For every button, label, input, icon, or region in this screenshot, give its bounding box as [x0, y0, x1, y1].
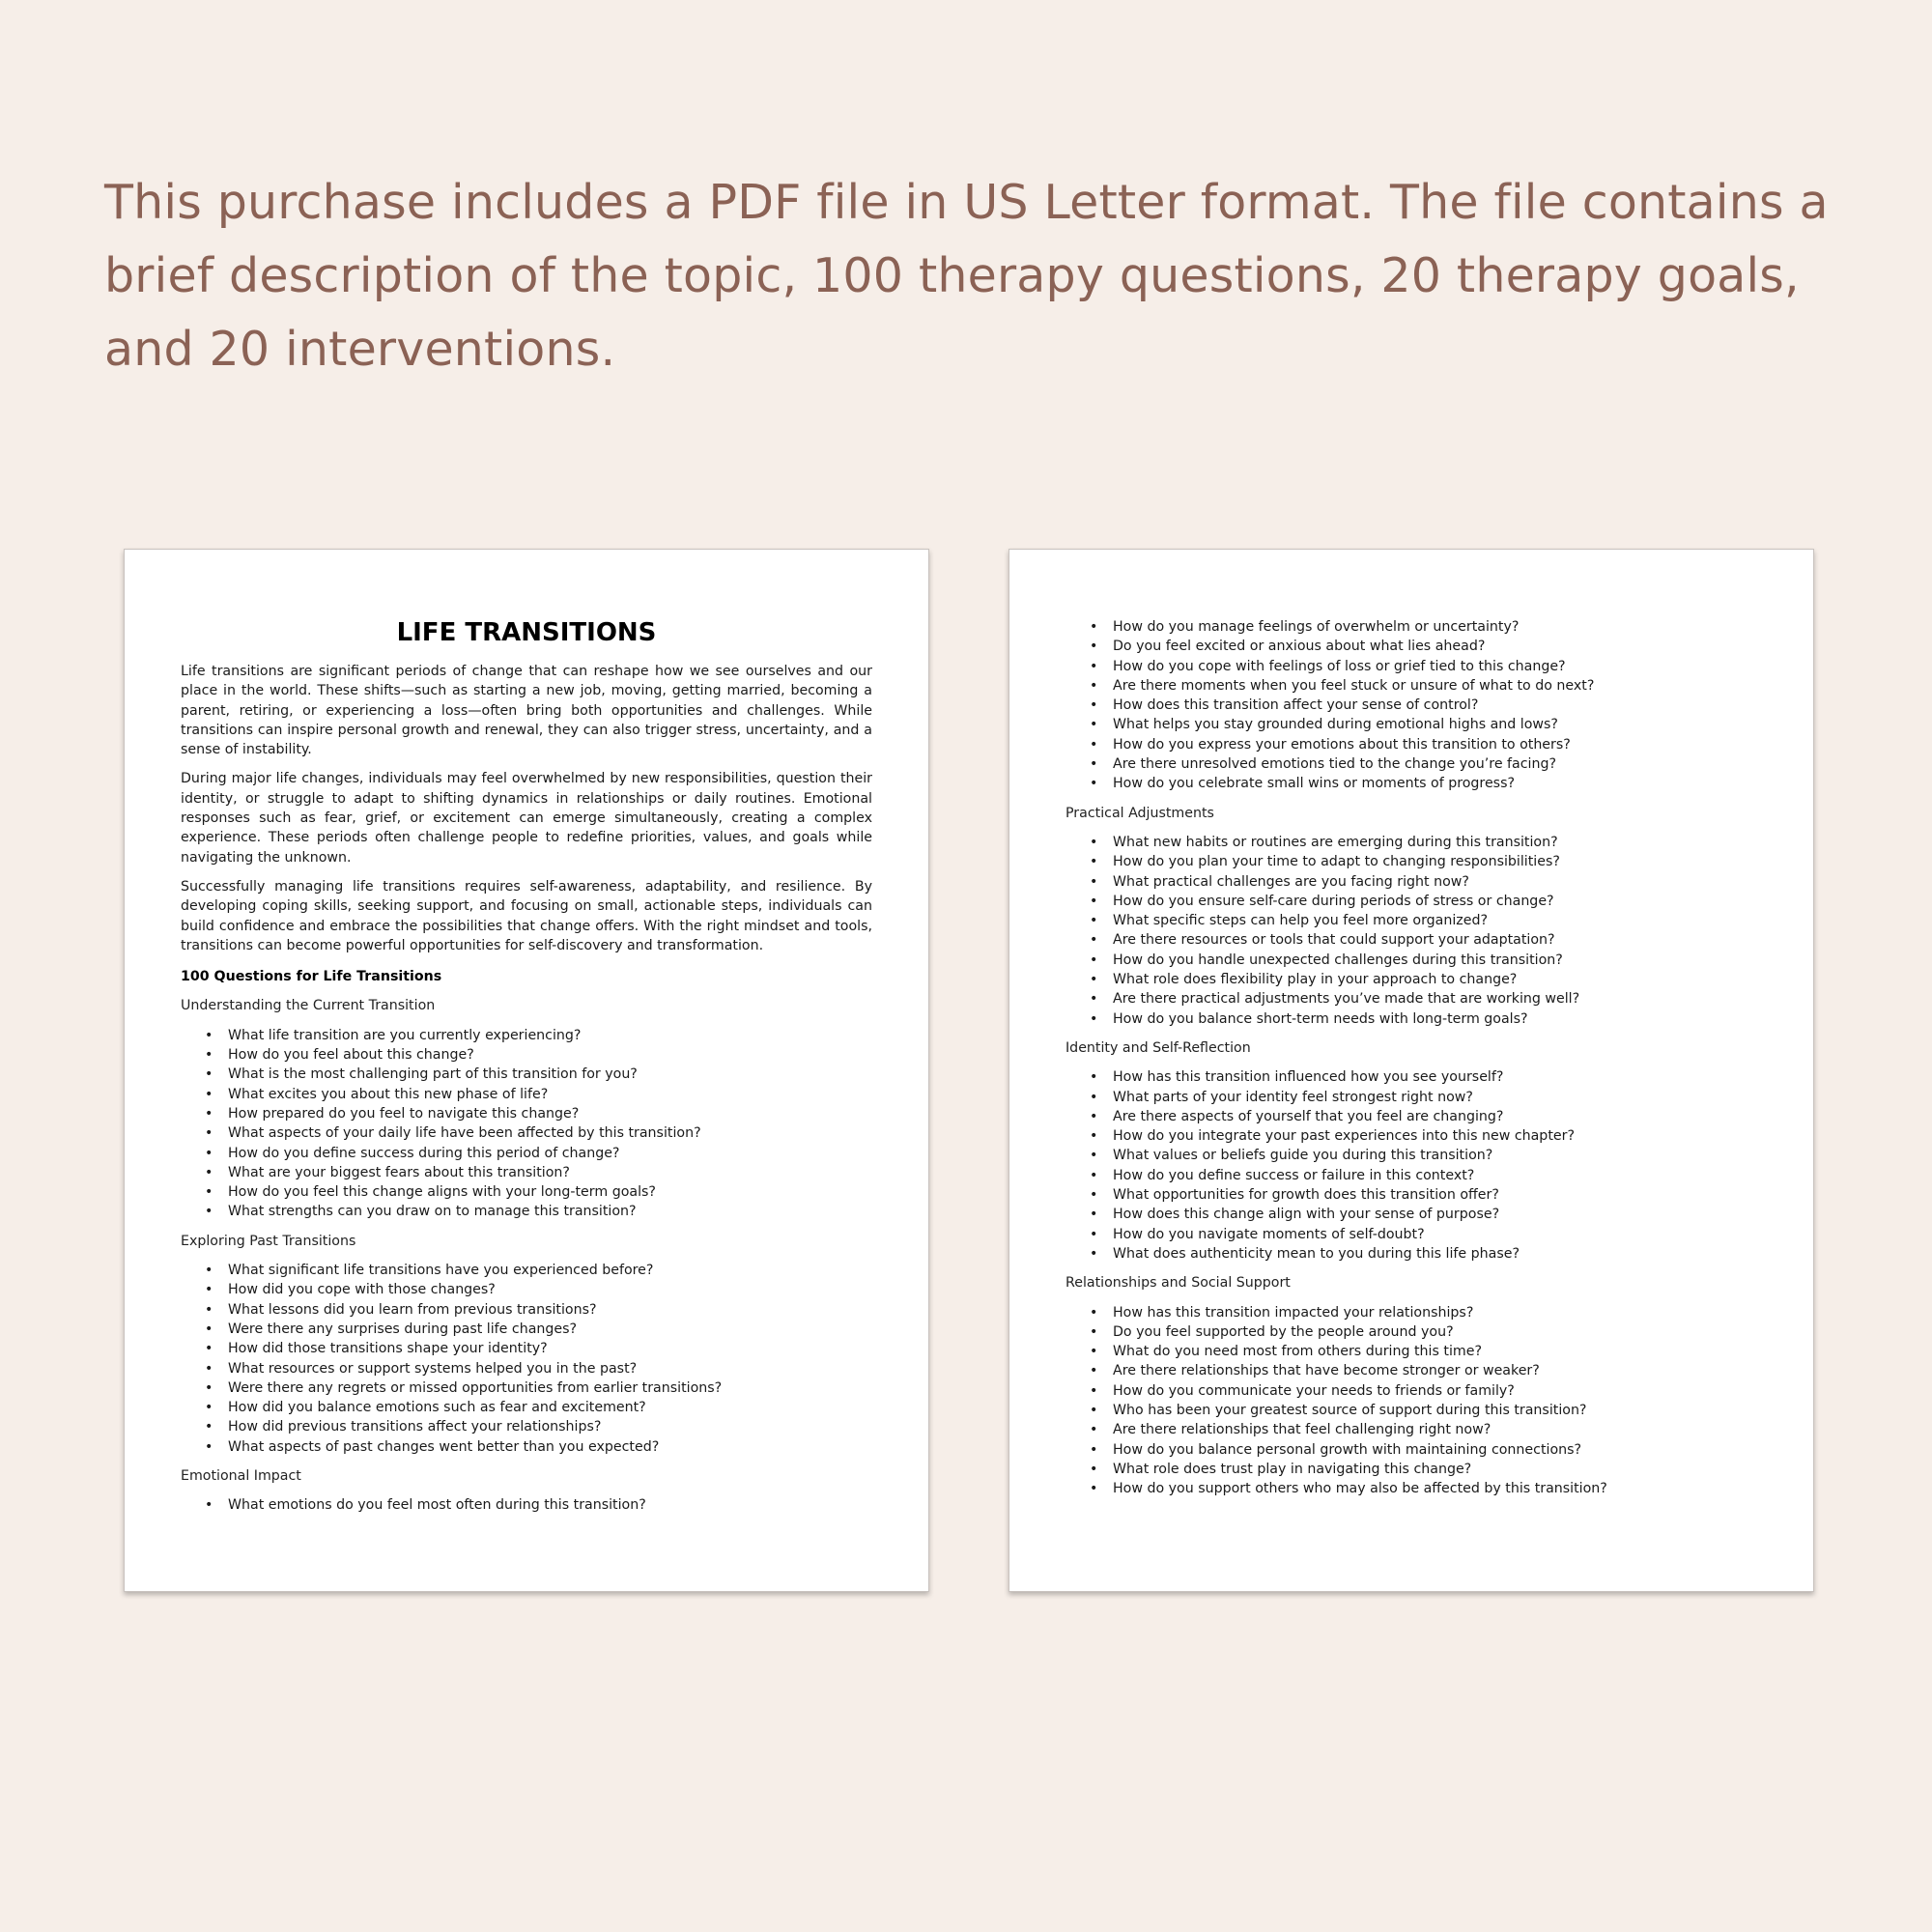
bullet-icon: •: [1090, 1323, 1098, 1340]
bullet-icon: •: [1090, 1128, 1098, 1145]
question-text: How do you balance short-term needs with long-term goals?: [1113, 1010, 1528, 1027]
list-item: [205, 1202, 872, 1221]
question-text: How do you manage feelings of overwhelm or uncertainty?: [1113, 619, 1520, 635]
bullet-icon: •: [1090, 658, 1098, 674]
bullet-icon: •: [205, 1301, 213, 1318]
bullet-icon: •: [205, 1263, 213, 1279]
question-text: What aspects of past changes went better than you expected?: [228, 1438, 660, 1455]
intro-paragraph: Successfully managing life transitions requires self-awareness, adaptability, and resilience. By developing coping skills, seeking support, and focusing on small, actionable steps, individuals can build confidence and embrace the possibilities that change offers. With the right mindset and tools, transitions can become powerful opportunities for self-discovery and transformation.: [181, 878, 872, 953]
question-list: [1065, 617, 1757, 794]
bullet-icon: •: [1090, 1207, 1098, 1223]
list-item: [1090, 1205, 1757, 1224]
question-text: How do you define success during this period of change?: [228, 1145, 620, 1161]
question-text: How do you express your emotions about this transition to others?: [1113, 736, 1571, 753]
document-page-left: [124, 549, 929, 1592]
bullet-icon: •: [1090, 1422, 1098, 1438]
question-text: What practical challenges are you facing right now?: [1113, 873, 1469, 890]
list-item: [1090, 617, 1757, 637]
question-text: How did those transitions shape your identity?: [228, 1341, 548, 1357]
question-list: [181, 1026, 872, 1222]
question-text: What life transition are you currently experiencing?: [228, 1027, 582, 1043]
question-text: Were there any surprises during past life changes?: [228, 1321, 578, 1337]
question-text: What does authenticity mean to you during this life phase?: [1113, 1245, 1520, 1262]
list-item: [205, 1339, 872, 1358]
question-text: How do you balance personal growth with maintaining connections?: [1113, 1441, 1582, 1458]
bullet-icon: •: [1090, 873, 1098, 890]
bullet-icon: •: [1090, 1344, 1098, 1360]
question-text: What new habits or routines are emerging during this transition?: [1113, 834, 1558, 850]
bullet-icon: •: [1090, 1187, 1098, 1204]
bullet-icon: •: [1090, 1167, 1098, 1183]
question-text: How do you integrate your past experiences into this new chapter?: [1113, 1128, 1575, 1145]
bullet-icon: •: [1090, 1382, 1098, 1399]
list-item: [1090, 1322, 1757, 1342]
list-item: [1090, 1401, 1757, 1420]
question-text: How did previous transitions affect your relationships?: [228, 1419, 602, 1435]
bullet-icon: •: [205, 1164, 213, 1180]
list-item: [205, 1144, 872, 1163]
list-item: [1090, 1067, 1757, 1087]
list-item: [205, 1045, 872, 1065]
list-item: [1090, 1009, 1757, 1029]
list-item: [205, 1085, 872, 1104]
bullet-icon: •: [205, 1105, 213, 1122]
list-item: [1090, 970, 1757, 989]
question-text: How does this transition affect your sense of control?: [1113, 697, 1479, 714]
list-item: [1090, 1088, 1757, 1107]
list-item: [205, 1261, 872, 1280]
bullet-icon: •: [205, 1360, 213, 1377]
list-item: [205, 1104, 872, 1123]
bullet-icon: •: [205, 1086, 213, 1102]
list-item: [1090, 872, 1757, 892]
list-item: [1090, 735, 1757, 754]
question-text: What do you need most from others during this time?: [1113, 1344, 1482, 1360]
list-item: [1090, 1185, 1757, 1205]
bullet-icon: •: [205, 1027, 213, 1043]
list-item: [1090, 696, 1757, 715]
question-text: What resources or support systems helped you in the past?: [228, 1360, 638, 1377]
question-sections: [181, 996, 872, 1515]
list-item: [1090, 1381, 1757, 1401]
question-text: How do you feel about this change?: [228, 1047, 474, 1064]
bullet-icon: •: [205, 1379, 213, 1396]
question-text: Who has been your greatest source of support during this transition?: [1113, 1402, 1587, 1418]
intro-paragraph: During major life changes, individuals may feel overwhelmed by new responsibilities, question their identity, or struggle to adapt to shifting dynamics in relationships or daily routines. Emotional responses such as fear, grief, or excitement can emerge simultaneously, creating a complex experience. These periods often challenge people to redefine priorities, values, and goals while navigating the unknown.: [181, 771, 872, 866]
list-item: [1090, 1146, 1757, 1165]
bullet-icon: •: [205, 1400, 213, 1416]
list-item: [1090, 657, 1757, 676]
question-list: [1065, 1303, 1757, 1499]
question-text: How do you handle unexpected challenges during this transition?: [1113, 952, 1563, 968]
list-item: [1090, 676, 1757, 696]
question-text: How do you ensure self-care during periods of stress or change?: [1113, 893, 1554, 909]
question-text: What excites you about this new phase of life?: [228, 1086, 549, 1102]
question-text: How does this change align with your sense of purpose?: [1113, 1207, 1500, 1223]
question-text: What are your biggest fears about this transition?: [228, 1164, 570, 1180]
bullet-icon: •: [205, 1066, 213, 1083]
page-content: [181, 617, 872, 1525]
list-item: [1090, 833, 1757, 852]
section-heading: Identity and Self-Reflection: [1065, 1039, 1251, 1056]
question-text: What parts of your identity feel strongest right now?: [1113, 1089, 1473, 1105]
bullet-icon: •: [1090, 1069, 1098, 1086]
bullet-icon: •: [1090, 952, 1098, 968]
list-item: [205, 1398, 872, 1417]
bullet-icon: •: [205, 1125, 213, 1142]
list-item: [205, 1280, 872, 1299]
bullet-icon: •: [1090, 1481, 1098, 1497]
page-content: [1065, 617, 1757, 1508]
list-item: [205, 1026, 872, 1045]
list-item: [1090, 637, 1757, 656]
bullet-icon: •: [205, 1341, 213, 1357]
question-text: What emotions do you feel most often during this transition?: [228, 1497, 646, 1514]
list-item: [1090, 754, 1757, 774]
list-item: [1090, 1440, 1757, 1460]
list-item: [1090, 1460, 1757, 1479]
bullet-icon: •: [1090, 1089, 1098, 1105]
bullet-icon: •: [205, 1184, 213, 1201]
bullet-icon: •: [205, 1204, 213, 1220]
bullet-icon: •: [1090, 1363, 1098, 1379]
list-item: [1090, 989, 1757, 1009]
question-sections: [1065, 804, 1757, 1499]
list-item: [1090, 774, 1757, 793]
bullet-icon: •: [1090, 717, 1098, 733]
question-text: Are there relationships that have become stronger or weaker?: [1113, 1363, 1540, 1379]
bullet-icon: •: [1090, 854, 1098, 870]
headline: This purchase includes a PDF file in US Letter format. The file contains a brief description of the topic, 100 therapy questions, 20 therapy goals, and 20 interventions.: [104, 175, 1829, 377]
list-item: [205, 1378, 872, 1398]
question-text: What helps you stay grounded during emotional highs and lows?: [1113, 717, 1558, 733]
question-text: How prepared do you feel to navigate this change?: [228, 1105, 580, 1122]
question-text: How do you feel this change aligns with your long-term goals?: [228, 1184, 656, 1201]
bullet-icon: •: [1090, 932, 1098, 949]
section-heading: Relationships and Social Support: [1065, 1275, 1291, 1292]
list-item: [1090, 1225, 1757, 1244]
question-text: What opportunities for growth does this transition offer?: [1113, 1187, 1499, 1204]
list-item: [1090, 1479, 1757, 1498]
question-text: How do you cope with feelings of loss or grief tied to this change?: [1113, 658, 1566, 674]
question-text: What strengths can you draw on to manage this transition?: [228, 1204, 637, 1220]
list-item: [1090, 1126, 1757, 1146]
section-heading: Exploring Past Transitions: [181, 1233, 356, 1249]
section-heading: Understanding the Current Transition: [181, 998, 436, 1014]
bullet-icon: •: [1090, 677, 1098, 694]
question-text: What role does trust play in navigating this change?: [1113, 1461, 1472, 1477]
bullet-icon: •: [1090, 991, 1098, 1008]
question-text: What aspects of your daily life have been affected by this transition?: [228, 1125, 701, 1142]
bullet-icon: •: [205, 1321, 213, 1337]
question-text: What values or beliefs guide you during this transition?: [1113, 1148, 1493, 1164]
list-item: [205, 1123, 872, 1143]
bullet-icon: •: [1090, 1245, 1098, 1262]
question-text: How has this transition influenced how you see yourself?: [1113, 1069, 1504, 1086]
section-heading: Emotional Impact: [181, 1467, 301, 1484]
question-list: [1065, 1067, 1757, 1264]
bullet-icon: •: [205, 1419, 213, 1435]
bullet-icon: •: [1090, 639, 1098, 655]
bullet-icon: •: [1090, 1304, 1098, 1321]
question-text: What is the most challenging part of this transition for you?: [228, 1066, 638, 1083]
question-text: Do you feel supported by the people around you?: [1113, 1323, 1454, 1340]
list-item: [1090, 1342, 1757, 1361]
bullet-icon: •: [1090, 1441, 1098, 1458]
question-text: How do you plan your time to adapt to changing responsibilities?: [1113, 854, 1560, 870]
bullet-icon: •: [205, 1497, 213, 1514]
list-item: [205, 1182, 872, 1202]
list-item: [205, 1437, 872, 1457]
question-text: What significant life transitions have you experienced before?: [228, 1263, 654, 1279]
question-text: How do you navigate moments of self-doubt?: [1113, 1226, 1425, 1242]
bullet-icon: •: [1090, 913, 1098, 929]
bullet-icon: •: [1090, 776, 1098, 792]
bullet-icon: •: [205, 1047, 213, 1064]
list-item: [1090, 1420, 1757, 1439]
question-text: Were there any regrets or missed opportunities from earlier transitions?: [228, 1379, 723, 1396]
bullet-icon: •: [205, 1282, 213, 1298]
bullet-icon: •: [1090, 1226, 1098, 1242]
list-item: [1090, 715, 1757, 734]
question-text: Are there aspects of yourself that you feel are changing?: [1113, 1108, 1504, 1124]
list-item: [1090, 1303, 1757, 1322]
bullet-icon: •: [1090, 893, 1098, 909]
question-text: Are there relationships that feel challenging right now?: [1113, 1422, 1492, 1438]
question-list: [181, 1495, 872, 1515]
section-heading: Practical Adjustments: [1065, 805, 1214, 821]
question-text: How do you support others who may also be affected by this transition?: [1113, 1481, 1607, 1497]
question-text: How do you celebrate small wins or moments of progress?: [1113, 776, 1515, 792]
bullet-icon: •: [1090, 756, 1098, 773]
list-item: [205, 1065, 872, 1084]
bullet-icon: •: [1090, 1402, 1098, 1418]
question-text: Do you feel excited or anxious about what lies ahead?: [1113, 639, 1486, 655]
question-text: How do you communicate your needs to friends or family?: [1113, 1382, 1515, 1399]
list-item: [1090, 892, 1757, 911]
document-title: LIFE TRANSITIONS: [396, 618, 657, 647]
list-item: [1090, 1244, 1757, 1264]
question-text: How did you balance emotions such as fear and excitement?: [228, 1400, 646, 1416]
list-item: [205, 1495, 872, 1515]
bullet-icon: •: [205, 1145, 213, 1161]
question-text: Are there practical adjustments you’ve made that are working well?: [1113, 991, 1580, 1008]
question-text: How did you cope with those changes?: [228, 1282, 496, 1298]
bullet-icon: •: [1090, 1010, 1098, 1027]
intro-paragraph: Life transitions are significant periods of change that can reshape how we see ourselves and our place in the world. These shifts—such as starting a new job, moving, getting married, becoming a parent, retiring, or experiencing a loss—often bring both opportunities and challenges. While transitions can inspire personal growth and renewal, they can also trigger stress, uncertainty, and a sense of instability.: [181, 664, 872, 758]
list-item: [1090, 1107, 1757, 1126]
document-page-right: [1009, 549, 1814, 1592]
question-text: How has this transition impacted your relationships?: [1113, 1304, 1474, 1321]
list-item: [1090, 1166, 1757, 1185]
question-text: What specific steps can help you feel more organized?: [1113, 913, 1489, 929]
questions-heading: 100 Questions for Life Transitions: [181, 969, 442, 985]
bullet-icon: •: [205, 1438, 213, 1455]
list-item: [1090, 951, 1757, 970]
bullet-icon: •: [1090, 736, 1098, 753]
question-list: [181, 1261, 872, 1457]
question-text: What role does flexibility play in your approach to change?: [1113, 972, 1518, 988]
bullet-icon: •: [1090, 1148, 1098, 1164]
list-item: [1090, 852, 1757, 871]
bullet-icon: •: [1090, 834, 1098, 850]
bullet-icon: •: [1090, 619, 1098, 635]
question-text: What lessons did you learn from previous transitions?: [228, 1301, 597, 1318]
question-text: Are there unresolved emotions tied to the change you’re facing?: [1113, 756, 1557, 773]
question-text: Are there resources or tools that could support your adaptation?: [1113, 932, 1555, 949]
list-item: [205, 1300, 872, 1320]
bullet-icon: •: [1090, 1461, 1098, 1477]
list-item: [1090, 911, 1757, 930]
list-item: [1090, 930, 1757, 950]
list-item: [205, 1320, 872, 1339]
list-item: [205, 1417, 872, 1436]
question-list: [1065, 833, 1757, 1029]
list-item: [205, 1359, 872, 1378]
list-item: [205, 1163, 872, 1182]
list-item: [1090, 1361, 1757, 1380]
bullet-icon: •: [1090, 972, 1098, 988]
bullet-icon: •: [1090, 1108, 1098, 1124]
question-text: How do you define success or failure in this context?: [1113, 1167, 1475, 1183]
bullet-icon: •: [1090, 697, 1098, 714]
question-text: Are there moments when you feel stuck or unsure of what to do next?: [1113, 677, 1595, 694]
